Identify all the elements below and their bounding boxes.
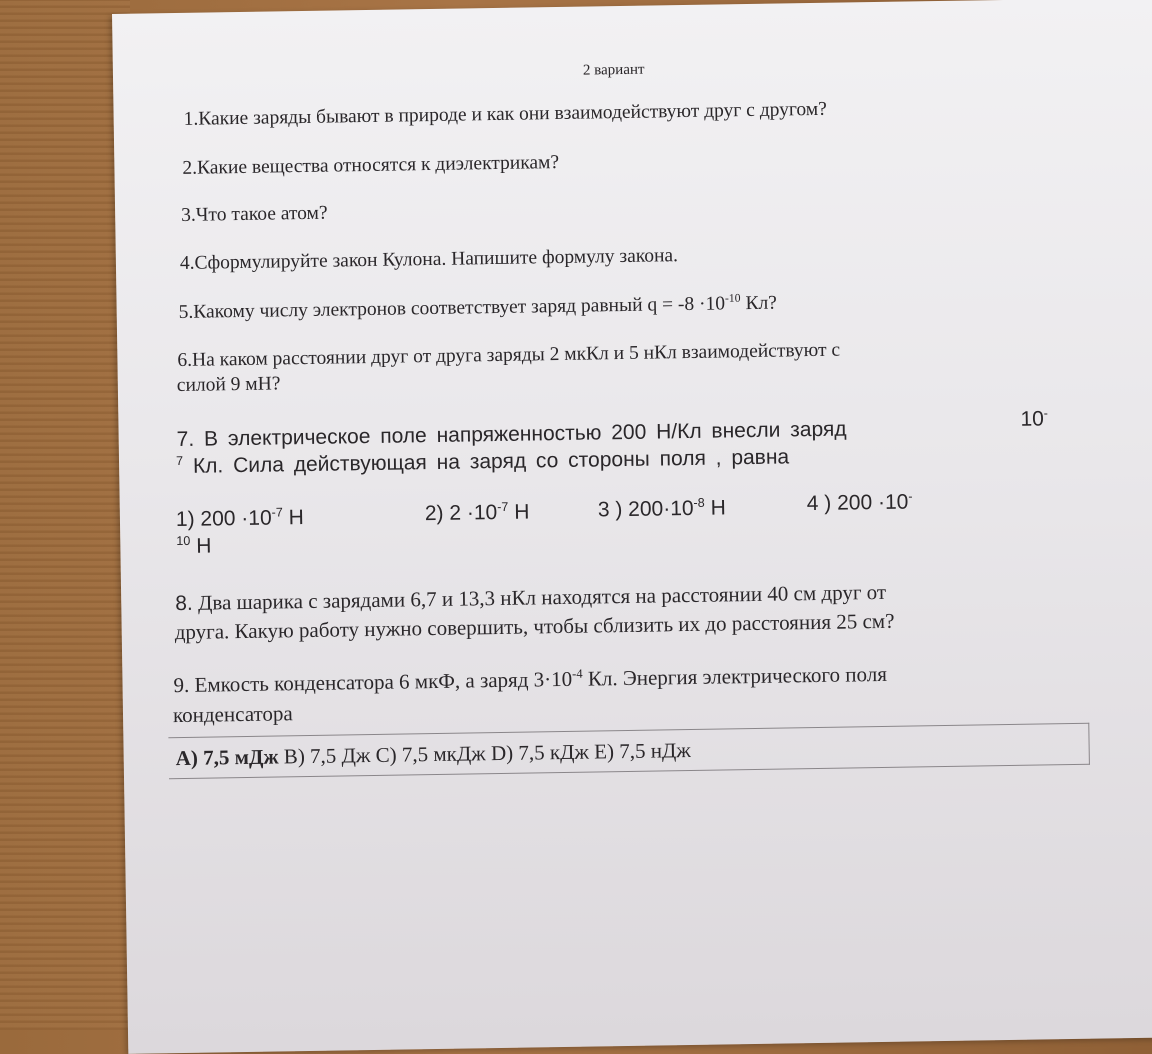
question-3 [181,203,328,227]
question-text: Емкость конденсатора 6 мкФ, а заряд 3·10 [194,667,572,697]
question-number: 2. [182,158,197,179]
q7-option-4 [807,490,913,516]
option-unit: Н [190,535,211,558]
question-6 [177,340,840,372]
question-1 [183,99,826,131]
question-number: 5. [179,302,194,323]
q7-option-4-continuation [176,535,211,560]
option-label: 2) 2 ·10 [425,501,498,525]
charge-mantissa: 10 [1020,407,1044,430]
question-text: Кл. Сила действующая на заряд со стороны поля , равна [183,445,789,478]
answer-a: А) 7,5 мДж [176,744,279,770]
exponent: -10 [725,292,741,305]
question-8-line2: друга. Какую работу нужно совершить, чтобы сблизить их до расстояния 25 см? [175,609,895,645]
exponent: -7 [271,505,282,519]
variant-title: 2 вариант [583,62,645,80]
exponent: - [908,489,912,503]
question-text: В электрическое поле напряженностью 200 Н/Кл внесли заряд [204,418,847,451]
exponent: - [1044,406,1048,420]
exponent: -4 [572,667,583,681]
question-text: Два шарика с зарядами 6,7 и 13,3 нКл находятся на расстоянии 40 см друг от [198,580,886,615]
question-2 [182,152,559,180]
exponent: 7 [176,454,183,468]
exponent: -8 [693,496,704,510]
question-number: 8. [175,592,193,615]
wooden-desk-background [0,0,130,1030]
answers-b-to-e: В) 7,5 Дж С) 7,5 мкДж D) 7,5 кДж Е) 7,5 нДж [278,738,691,768]
option-label: 1) 200 ·10 [176,507,272,532]
question-5 [179,293,778,324]
option-unit: Н [283,506,304,529]
question-number: 6. [177,350,192,371]
question-text: Сформулируйте закон Кулона. Напишите формулу закона. [194,245,678,274]
exponent: 10 [176,534,190,548]
question-number: 3. [181,205,196,226]
option-label: 4 ) 200 ·10 [807,491,909,516]
q7-option-1 [176,506,304,532]
question-number: 4. [180,253,195,274]
question-number: 7. [177,428,195,451]
question-text-tail: Кл. Энергия электрического поля [582,662,887,691]
q7-option-2 [425,501,530,527]
exponent: -7 [497,500,508,514]
question-6-line2: силой 9 мН? [177,373,281,397]
question-text: Что такое атом? [196,203,328,226]
question-9-line2: конденсатора [173,701,293,728]
question-text: Какие вещества относятся к диэлектрикам? [197,152,559,179]
question-text: Какие заряды бывают в природе и как они взаимодействуют друг с другом? [198,99,827,130]
question-7-charge-value [1020,407,1048,431]
question-text: На каком расстоянии друг от друга заряды 2 мкКл и 5 нКл взаимодействуют с [192,340,840,371]
option-unit: Н [508,501,529,524]
worksheet-paper [112,0,1152,1054]
q7-option-3 [598,496,726,522]
question-9 [173,662,887,698]
option-label: 3 ) 200·10 [598,497,694,522]
option-unit: Н [705,496,726,519]
question-4 [180,245,678,275]
question-number: 9. [173,673,189,697]
question-text: Какому числу электронов соответствует заряд равный q = -8 ·10 [193,293,725,322]
question-text-tail: Кл? [740,293,777,315]
question-number: 1. [183,109,198,130]
